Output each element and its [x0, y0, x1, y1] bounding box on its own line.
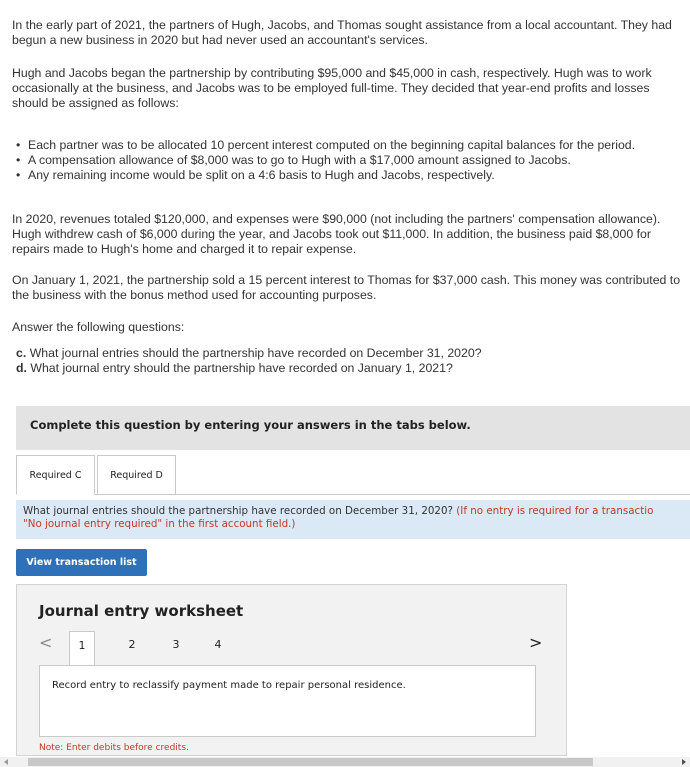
entry-instruction: Record entry to reclassify payment made to repair personal residence. — [52, 680, 406, 691]
questions-heading: Answer the following questions: — [12, 320, 185, 334]
partnership-terms: Hugh and Jacobs began the partnership by contributing $95,000 and $45,000 in cash, respectively. Hugh was to work occasionally at the business, and Jacobs was to be employed full-time. They decided that year-end profits and losses should be assigned as follows: — [12, 66, 652, 110]
worksheet-page-4[interactable]: 4 — [214, 638, 222, 651]
worksheet-page-3[interactable]: 3 — [172, 638, 180, 651]
problem-intro: In the early part of 2021, the partners of Hugh, Jacobs, and Thomas sought assistance from a local accountant. They had begun a new business in 2020 but had never used an accountant's services. — [12, 18, 672, 47]
year-2021-details: On January 1, 2021, the partnership sold a 15 percent interest to Thomas for $37,000 cash. This money was contributed to the business with the bonus method used for accounting purposes. — [12, 273, 681, 302]
scrollbar-thumb[interactable] — [28, 758, 593, 766]
tab-required-d[interactable]: Required D — [97, 455, 176, 495]
worksheet-note: Note: Enter debits before credits. — [39, 743, 189, 753]
scroll-right-icon[interactable] — [682, 759, 686, 765]
scroll-left-icon[interactable] — [4, 759, 8, 765]
chevron-left-icon[interactable]: < — [39, 633, 53, 652]
year-2020-details: In 2020, revenues totaled $120,000, and expenses were $90,000 (not including the partners' compensation allowance). Hugh withdrew cash of $6,000 during the year, and Jacobs took out $11,000. In addition, the business paid $8,000 for repairs made to Hugh's home and charged it to repair expense. — [12, 212, 661, 256]
prompt-hint-line1: (If no entry is required for a transactio — [456, 505, 654, 517]
question-letter: d. — [16, 361, 27, 375]
horizontal-scrollbar[interactable] — [0, 757, 690, 767]
instructions-bar — [16, 406, 690, 450]
question-text: What journal entries should the partnership have recorded on December 31, 2020? — [29, 346, 482, 360]
worksheet-page-2[interactable]: 2 — [128, 638, 136, 651]
question-prompt — [16, 500, 690, 539]
worksheet-page-1[interactable]: 1 — [69, 631, 95, 665]
view-transaction-list-button[interactable]: View transaction list — [16, 549, 147, 576]
worksheet-title: Journal entry worksheet — [39, 602, 244, 620]
journal-entry-worksheet — [16, 584, 567, 756]
allocation-item: • Each partner was to be allocated 10 percent interest computed on the beginning capital balances for the period. — [16, 138, 688, 153]
entry-instruction-box — [39, 665, 536, 737]
instructions-text: Complete this question by entering your answers in the tabs below. — [30, 418, 471, 432]
tab-required-c[interactable]: Required C — [16, 455, 95, 495]
chevron-right-icon[interactable]: > — [529, 633, 543, 652]
prompt-hint-line2: "No journal entry required" in the first account field.) — [23, 518, 296, 530]
question-text: What journal entry should the partnership have recorded on January 1, 2021? — [30, 361, 453, 375]
allocation-item: • Any remaining income would be split on a 4:6 basis to Hugh and Jacobs, respectively. — [16, 168, 688, 183]
question-letter: c. — [16, 346, 27, 360]
question-list — [16, 346, 482, 376]
question-c — [16, 346, 482, 361]
prompt-question: What journal entries should the partnership have recorded on December 31, 2020? — [23, 505, 453, 517]
tab-divider — [16, 494, 690, 495]
allocation-item: • A compensation allowance of $8,000 was to go to Hugh with a $17,000 amount assigned to Jacobs. — [16, 153, 688, 168]
allocation-list — [16, 138, 688, 183]
question-d — [16, 361, 482, 376]
